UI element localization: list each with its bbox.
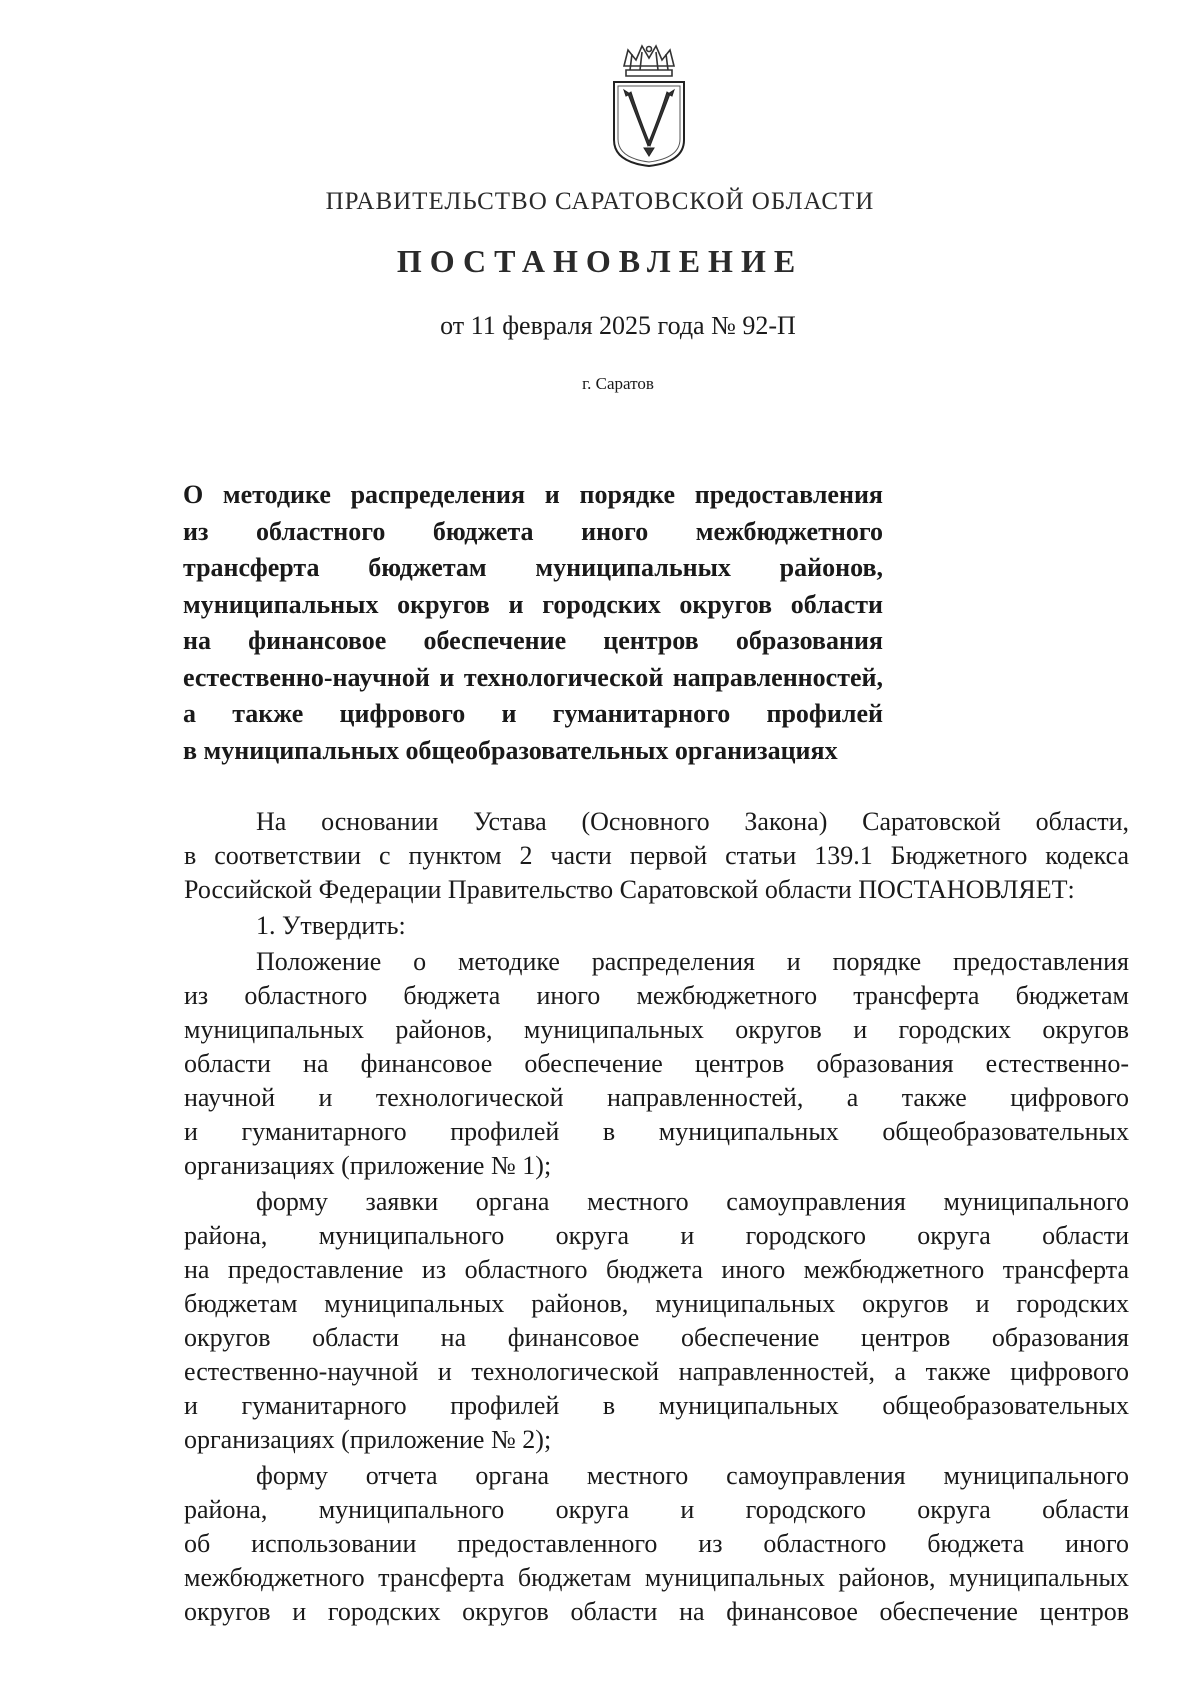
paragraph-line: организациях (приложение № 2);: [184, 1425, 552, 1454]
paragraph-line: 1. Утвердить:: [256, 911, 406, 940]
title-line: муниципальных округов и городских округов области: [183, 589, 883, 619]
paragraph-line: и гуманитарного профилей в муниципальных общеобразовательных: [184, 1391, 1129, 1420]
paragraph-line: района, муниципального округа и городского округа области: [184, 1221, 1129, 1250]
paragraph-line: естественно-научной и технологической направленностей, а также цифрового: [184, 1357, 1129, 1386]
title-line: естественно-научной и технологической направленностей,: [183, 662, 883, 692]
body-paragraph: [184, 909, 1129, 943]
paragraph-line: Российской Федерации Правительство Саратовской области ПОСТАНОВЛЯЕТ:: [184, 875, 1075, 904]
body-paragraph: [184, 805, 1129, 907]
paragraph-line: научной и технологической направленностей, а также цифрового: [184, 1083, 1129, 1112]
paragraph-line: округов области на финансовое обеспечение центров образования: [184, 1323, 1129, 1352]
paragraph-line: области на финансовое обеспечение центров образования естественно-: [184, 1049, 1129, 1078]
title-line: трансферта бюджетам муниципальных районов,: [183, 553, 883, 582]
paragraph-line: из областного бюджета иного межбюджетного трансферта бюджетам: [184, 981, 1129, 1010]
title-line: на финансовое обеспечение центров образования: [183, 626, 883, 655]
paragraph-line: организациях (приложение № 1);: [184, 1151, 552, 1180]
paragraph-line: района, муниципального округа и городского округа области: [184, 1495, 1129, 1524]
title-line: О методике распределения и порядке предоставления: [183, 480, 883, 509]
document-date-number: от 11 февраля 2025 года № 92-П: [440, 311, 796, 340]
paragraph-line: форму заявки органа местного самоуправления муниципального: [256, 1187, 1129, 1216]
document-title: [183, 477, 883, 769]
paragraph-line: на предоставление из областного бюджета иного межбюджетного трансферта: [184, 1255, 1129, 1284]
coat-of-arms-icon: [604, 42, 694, 168]
body-paragraph: [184, 945, 1129, 1183]
paragraph-line: межбюджетного трансферта бюджетам муниципальных районов, муниципальных: [184, 1563, 1129, 1592]
body-paragraph: [184, 1459, 1129, 1629]
paragraph-line: Положение о методике распределения и порядке предоставления: [256, 947, 1129, 976]
document-body: [184, 805, 1129, 1629]
document-type: ПОСТАНОВЛЕНИЕ: [396, 243, 804, 279]
paragraph-line: в соответствии с пунктом 2 части первой статьи 139.1 Бюджетного кодекса: [184, 841, 1129, 870]
title-line: а также цифрового и гуманитарного профилей: [183, 699, 883, 728]
paragraph-line: бюджетам муниципальных районов, муниципальных округов и городских: [184, 1289, 1129, 1318]
paragraph-line: форму отчета органа местного самоуправления муниципального: [256, 1461, 1129, 1490]
government-name: ПРАВИТЕЛЬСТВО САРАТОВСКОЙ ОБЛАСТИ: [325, 188, 875, 215]
paragraph-line: об использовании предоставленного из областного бюджета иного: [184, 1529, 1129, 1558]
paragraph-line: муниципальных районов, муниципальных округов и городских округов: [184, 1015, 1129, 1044]
paragraph-line: округов и городских округов области на финансовое обеспечение центров: [184, 1597, 1129, 1626]
title-line: из областного бюджета иного межбюджетного: [183, 516, 883, 546]
paragraph-line: На основании Устава (Основного Закона) Саратовской области,: [256, 807, 1129, 836]
body-paragraph: [184, 1185, 1129, 1457]
title-line: в муниципальных общеобразовательных организациях: [183, 735, 838, 765]
paragraph-line: и гуманитарного профилей в муниципальных общеобразовательных: [184, 1117, 1129, 1146]
document-city: г. Саратов: [582, 374, 654, 393]
